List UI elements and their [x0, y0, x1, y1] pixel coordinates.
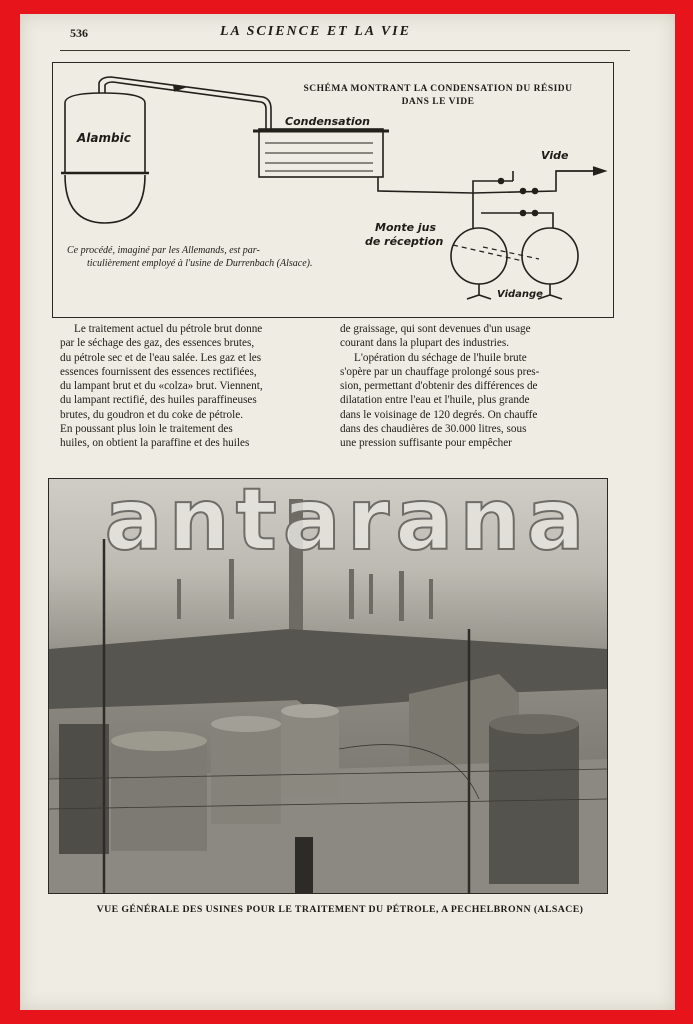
article-line: dans le voisinage de 120 degrés. On chauffe — [340, 408, 538, 421]
article-line: de graissage, qui sont devenues d'un usage — [340, 323, 531, 335]
label-condensation: Condensation — [285, 115, 371, 128]
diagram-note-line-2: ticulièrement employé à l'usine de Durrenbach (Alsace). — [87, 258, 313, 269]
condensation-diagram — [52, 62, 614, 318]
page-header — [60, 26, 630, 46]
article-line: courant dans la plupart des industries. — [340, 337, 510, 350]
article-line: Le traitement actuel du pétrole brut donne — [74, 323, 263, 335]
article-line: du lampant brut et du «colza» brut. Viennent, — [60, 380, 263, 393]
article-line: dans des chaudières de 30.000 litres, sous — [340, 423, 527, 436]
diagram-title — [283, 83, 593, 109]
diagram-title-line-2: DANS LE VIDE — [401, 97, 475, 107]
article-line: brutes, du goudron et du coke de pétrole. — [60, 408, 243, 421]
diagram-note — [67, 244, 407, 270]
article-line: par le séchage des gaz, des essences brutes, — [60, 337, 255, 350]
article-line: En poussant plus loin le traitement des — [60, 423, 233, 436]
diagram-title-line-1: SCHÉMA MONTRANT LA CONDENSATION DU RÉSIDU — [303, 84, 573, 94]
photo-caption: VUE GÉNÉRALE DES USINES POUR LE TRAITEMENT DU PÉTROLE, A PECHELBRONN (ALSACE) — [96, 904, 584, 915]
article-line: sion, permettant d'obtenir des différences de — [340, 380, 538, 393]
article-column-1 — [60, 322, 326, 451]
article-line: une pression suffisante pour empêcher — [340, 437, 512, 450]
article-line: essences fournissent des essences rectifiées, — [60, 365, 257, 378]
article-column-2 — [340, 322, 612, 451]
label-vide: Vide — [541, 149, 569, 162]
label-monte-jus: Monte jus — [375, 221, 437, 234]
article-line: du pétrole sec et de l'eau salée. Les gaz et les — [60, 351, 262, 364]
label-vidange: Vidange — [497, 289, 543, 300]
header-rule — [60, 50, 630, 51]
watermark: antarana — [104, 470, 591, 570]
article-line: s'opère par un chauffage prolongé sous pres- — [340, 365, 540, 378]
label-alambic: Alambic — [77, 131, 131, 145]
label-reception: de réception — [365, 235, 444, 248]
article-line: du lampant rectifié, des huiles paraffineuses — [60, 394, 257, 407]
journal-title: LA SCIENCE ET LA VIE — [220, 24, 411, 39]
page-number: 536 — [70, 26, 88, 40]
diagram-note-line-1: Ce procédé, imaginé par les Allemands, est par- — [67, 245, 260, 256]
article-line: huiles, on obtient la paraffine et des huiles — [60, 437, 250, 450]
article-line: L'opération du séchage de l'huile brute — [354, 351, 527, 364]
article-line: dilatation entre l'eau et l'huile, plus grande — [340, 394, 530, 407]
